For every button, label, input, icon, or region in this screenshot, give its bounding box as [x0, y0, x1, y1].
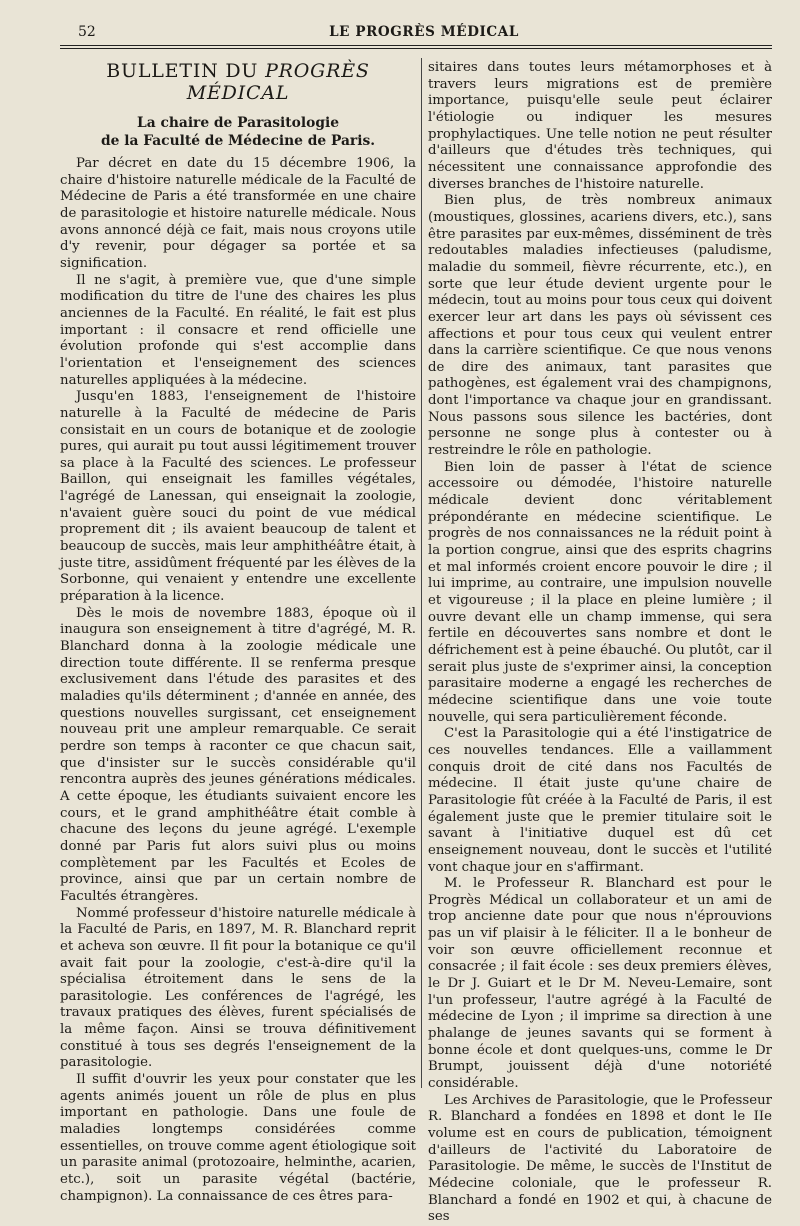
header-rule-second — [60, 48, 772, 49]
page-header — [78, 22, 770, 42]
page-number: 52 — [78, 24, 96, 40]
header-rule — [60, 45, 772, 46]
column-left — [60, 60, 416, 1205]
paragraph: Jusqu'en 1883, l'enseignement de l'histoire naturelle à la Faculté de médecine de Paris consistait en un cours de botanique et de zoologie pures, qui aurait pu tout aussi légitimement trouver sa place à la Faculté des sciences. Le professeur Baillon, qui enseignait les familles végétales, l'agrégé de Lanessan, qui enseignait la zoologie, n'avaient guère souci du point de vue médical proprement dit ; ils avaient beaucoup de talent et beaucoup de succès, mais leur amphithéâtre était, à juste titre, assidûment fréquenté par les élèves de la Sorbonne, qui venaient y entendre une excellente préparation à la licence. — [60, 389, 416, 605]
column-right — [428, 60, 772, 1226]
paragraph: Par décret en date du 15 décembre 1906, la chaire d'histoire naturelle médicale de la Faculté de Médecine de Paris a été transformée en une chaire de parasitologie et histoire naturelle médicale. Nous avons annoncé déjà ce fait, mais nous croyons utile d'y revenir, pour dégager sa portée et sa signification. — [60, 156, 416, 271]
paragraph: Dès le mois de novembre 1883, époque où il inaugura son enseignement à titre d'agrégé, M. R. Blanchard donna à la zoologie médicale une direction toute différente. Il se renferma presque exclusivement dans l'étude des parasites et des maladies qu'ils déterminent ; d'année en année, des questions nouvelles surgissant, cet enseignement nouveau prit une ampleur remarquable. Ce serait perdre son temps à raconter ce que chacun sait, que d'insister sur le succès considérable qu'il rencontra auprès des jeunes générations médicales. A cette époque, les étudiants suivaient encore les cours, et le grand amphithéâtre était comble à chacune des leçons du jeune agrégé. L'exemple donné par Paris fut alors suivi plus ou moins complètement par les Facultés et Ecoles de province, ainsi que par un certain nombre de Facultés étrangères. — [60, 605, 416, 904]
article-subtitle — [60, 114, 416, 150]
paragraph-continued: sitaires dans toutes leurs métamorphoses et à travers leurs migrations est de première importance, puisqu'elle seule peut éclairer l'étiologie ou indiquer les mesures prophylactiques. Une telle notion ne peut résulter d'ailleurs que d'études très techniques, qui nécessitent une connaissance approfondie des diverses branches de l'histoire naturelle. — [428, 60, 772, 192]
column-divider — [421, 58, 422, 1088]
subtitle-line-1: La chaire de Parasitologie — [137, 115, 339, 131]
paragraph: Les Archives de Parasitologie, que le Professeur R. Blanchard a fondées en 1898 et dont le IIe volume est en cours de publication, témoignent d'ailleurs de l'activité du Laboratoire de Parasitologie. De même, le succès de l'Institut de Médecine coloniale, que le professeur R. Blanchard a fondé en 1902 et qui, à chacune de ses — [428, 1092, 772, 1225]
paragraph: C'est la Parasitologie qui a été l'instigatrice de ces nouvelles tendances. Elle a vaillamment conquis droit de cité dans nos Facultés de médecine. Il était juste qu'une chaire de Parasitologie fût créée à la Faculté de Paris, il est également juste que le premier titulaire soit le savant à l'initiative duquel est dû cet enseignement nouveau, dont le succès et l'utilité vont chaque jour en s'affirmant. — [428, 726, 772, 875]
paragraph: Bien plus, de très nombreux animaux (moustiques, glossines, acariens divers, etc.), sans être parasites par eux-mêmes, disséminent de très redoutables maladies infectieuses (paludisme, maladie du sommeil, fièvre récurrente, etc.), en sorte que leur étude devient urgente pour le médecin, tout au moins pour tous ceux qui doivent exercer leur art dans les pays où sévissent ces affections et pour tous ceux qui veulent entrer dans la carrière scientifique. Ce que nous venons de dire des animaux, tant parasites que pathogènes, est également vrai des champignons, dont l'importance va chaque jour en grandissant. Nous passons sous silence les bactéries, dont personne ne songe plus à contester ou à restreindre le rôle en pathologie. — [428, 193, 772, 459]
bulletin-title: PROGRÈS MÉDICAL — [186, 60, 370, 104]
subtitle-line-2: de la Faculté de Médecine de Paris. — [100, 133, 376, 149]
paragraph: Bien loin de passer à l'état de science accessoire ou démodée, l'histoire naturelle médicale devient donc véritablement prépondérante en médecine scientifique. Le progrès de nos connaissances ne la réduit point à la portion congrue, ainsi que des esprits chagrins et mal informés croient encore pouvoir le dire ; il lui imprime, au contraire, une impulsion nouvelle et vigoureuse ; il la place en pleine lumière ; il ouvre devant elle un champ immense, qui sera fertile en découvertes sans nombre et dont le défrichement est à peine ébauché. Ou plutôt, car il serait plus juste de s'exprimer ainsi, la conception parasitaire moderne a engagé les recherches de médecine scientifique dans une voie toute nouvelle, qui sera particulièrement féconde. — [428, 459, 772, 725]
paragraph: Il ne s'agit, à première vue, que d'une simple modification du titre de l'une des chaires les plus anciennes de la Faculté. En réalité, le fait est plus important : il consacre et rend officielle une évolution profonde qui s'est accomplie dans l'orientation et l'enseignement des sciences naturelles appliquées à la médecine. — [60, 272, 416, 388]
bulletin-heading — [60, 60, 416, 104]
bulletin-prefix: BULLETIN DU — [106, 60, 266, 82]
paragraph: Il suffit d'ouvrir les yeux pour constater que les agents animés jouent un rôle de plus en plus important en pathologie. Dans une foule de maladies longtemps considérées comme essentielles, on trouve comme agent étiologique soit un parasite animal (protozoaire, helminthe, acarien, etc.), soit un parasite végétal (bactérie, champignon). La connaissance de ces êtres para- — [60, 1072, 416, 1204]
paragraph: M. le Professeur R. Blanchard est pour le Progrès Médical un collaborateur et un ami de trop ancienne date pour que nous n'éprouvions pas un vif plaisir à le féliciter. Il a le bonheur de voir son œuvre officiellement reconnue et consacrée ; il fait école : ses deux premiers élèves, le Dr J. Guiart et le Dr M. Neveu-Lemaire, sont l'un professeur, l'autre agrégé à la Faculté de médecine de Lyon ; il imprime sa direction à une phalange de jeunes savants qui se forment à bonne école et dont quelques-uns, comme le Dr Brumpt, jouissent déjà d'une notoriété considérable. — [428, 876, 772, 1092]
paragraph: Nommé professeur d'histoire naturelle médicale à la Faculté de Paris, en 1897, M. R. Blanchard reprit et acheva son œuvre. Il fit pour la botanique ce qu'il avait fait pour la zoologie, c'est-à-dire qu'il la spécialisa étroitement dans le sens de la parasitologie. Les conférences de l'agrégé, les travaux pratiques des élèves, furent spécialisés de la même façon. Ainsi se trouva définitivement constitué à tous ses degrés l'enseignement de la parasitologie. — [60, 905, 416, 1071]
running-title: LE PROGRÈS MÉDICAL — [329, 24, 519, 40]
